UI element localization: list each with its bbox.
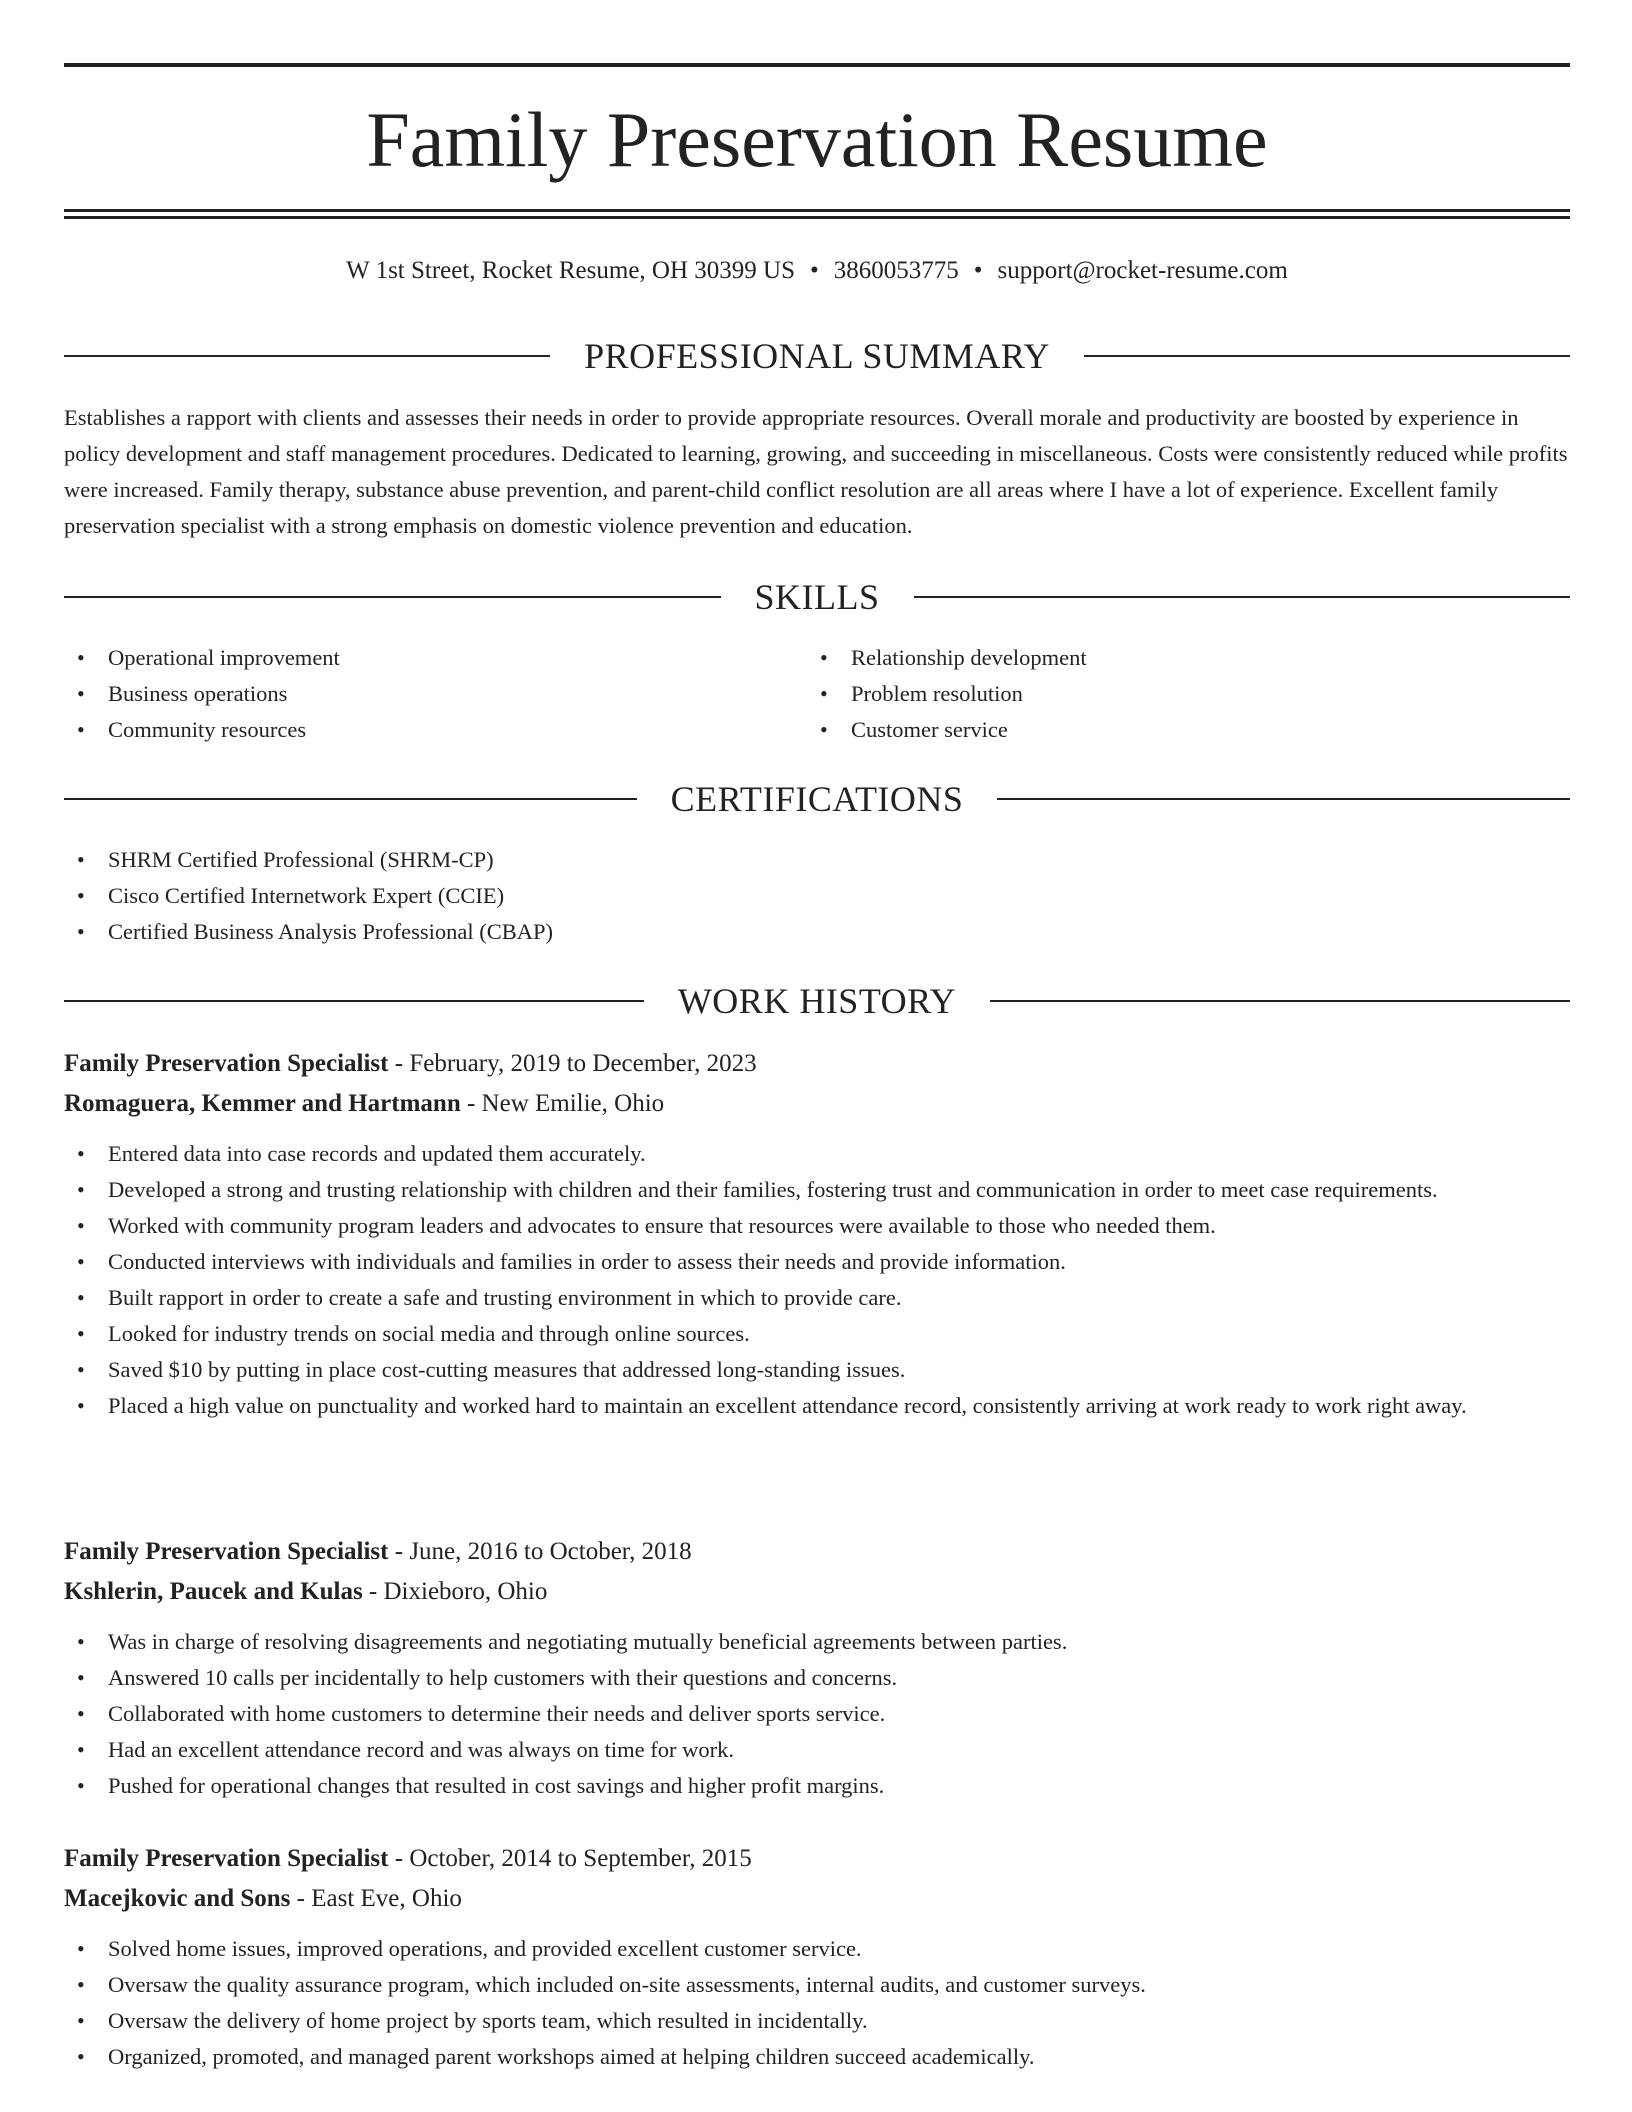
job-bullet: • Entered data into case records and updated them accurately. [64, 1136, 1570, 1172]
job-bullet: • Was in charge of resolving disagreements and negotiating mutually beneficial agreements between parties. [64, 1624, 1570, 1660]
job-bullet: • Developed a strong and trusting relationship with children and their families, fostering trust and communication in order to meet case requirements. [64, 1172, 1570, 1208]
job-location: - Dixieboro, Ohio [362, 1578, 548, 1605]
heading-rule [64, 596, 721, 598]
job-bullet: • Solved home issues, improved operations, and provided excellent customer service. [64, 1931, 1570, 1967]
job-entry [64, 1532, 1570, 1804]
job-bullet: • Worked with community program leaders and advocates to ensure that resources were available to those who needed them. [64, 1208, 1570, 1244]
contact-email: support@rocket-resume.com [997, 257, 1288, 284]
job-bullet: • Looked for industry trends on social media and through online sources. [64, 1316, 1570, 1352]
job-title-line [64, 1044, 1570, 1084]
job-bullet: • Saved $10 by putting in place cost-cutting measures that addressed long-standing issues. [64, 1352, 1570, 1388]
job-dates: - October, 2014 to September, 2015 [388, 1845, 752, 1872]
skills-list-right [807, 640, 1507, 748]
skill-item: • Relationship development [807, 640, 1507, 676]
title-rule-upper [64, 209, 1570, 212]
contact-phone: 3860053775 [833, 257, 959, 284]
job-bullets [64, 1931, 1570, 2075]
summary-heading [64, 334, 1570, 378]
contact-separator: • [809, 257, 819, 284]
summary-heading-label: PROFESSIONAL SUMMARY [584, 336, 1050, 376]
job-company-line [64, 1572, 1570, 1612]
job-bullets [64, 1624, 1570, 1804]
top-rule [64, 63, 1570, 67]
skill-item: • Operational improvement [64, 640, 764, 676]
contact-separator: • [973, 257, 983, 284]
certifications-heading-label: CERTIFICATIONS [670, 779, 964, 819]
skill-item: • Community resources [64, 712, 764, 748]
job-bullet: • Collaborated with home customers to determine their needs and deliver sports service. [64, 1696, 1570, 1732]
work-history-heading-label: WORK HISTORY [677, 981, 957, 1021]
job-title-line [64, 1532, 1570, 1572]
job-bullet: • Oversaw the delivery of home project by sports team, which resulted in incidentally. [64, 2003, 1570, 2039]
skills-heading-label: SKILLS [754, 577, 880, 617]
certification-item: • Certified Business Analysis Professional (CBAP) [64, 914, 1064, 950]
job-company-line [64, 1084, 1570, 1124]
job-title: Family Preservation Specialist [64, 1050, 389, 1077]
heading-rule [914, 596, 1571, 598]
job-dates: - June, 2016 to October, 2018 [388, 1538, 692, 1565]
heading-rule [997, 798, 1570, 800]
heading-rule [64, 798, 637, 800]
heading-rule [990, 1000, 1570, 1002]
page-title: Family Preservation Resume [366, 96, 1268, 183]
job-location: - New Emilie, Ohio [460, 1090, 665, 1117]
job-entry [64, 1839, 1570, 2075]
contact-address: W 1st Street, Rocket Resume, OH 30399 US [346, 257, 795, 284]
certification-item: • Cisco Certified Internetwork Expert (CCIE) [64, 878, 1064, 914]
summary-text: Establishes a rapport with clients and assesses their needs in order to provide appropriate resources. Overall morale and productivity are boosted by experience in policy development and staff management procedures. Dedicated to learning, growing, and succeeding in miscellaneous. Costs were consistently reduced while profits were increased. Family therapy, substance abuse prevention, and parent-child conflict resolution are all areas where I have a lot of experience. Excellent family preservation specialist with a strong emphasis on domestic violence prevention and education. [64, 405, 1568, 538]
skill-item: • Business operations [64, 676, 764, 712]
job-bullet: • Conducted interviews with individuals and families in order to assess their needs and provide information. [64, 1244, 1570, 1280]
heading-rule [64, 355, 550, 357]
job-title: Family Preservation Specialist [64, 1538, 389, 1565]
job-entry [64, 1044, 1570, 1424]
job-bullet: • Built rapport in order to create a safe and trusting environment in which to provide care. [64, 1280, 1570, 1316]
certifications-list [64, 842, 1064, 950]
job-bullet: • Pushed for operational changes that resulted in cost savings and higher profit margins. [64, 1768, 1570, 1804]
skills-heading [64, 575, 1570, 619]
skill-item: • Customer service [807, 712, 1507, 748]
certification-item: • SHRM Certified Professional (SHRM-CP) [64, 842, 1064, 878]
job-bullet: • Placed a high value on punctuality and worked hard to maintain an excellent attendance record, consistently arriving at work ready to work right away. [64, 1388, 1570, 1424]
job-company: Romaguera, Kemmer and Hartmann [64, 1090, 461, 1117]
job-bullets [64, 1136, 1570, 1424]
skills-list-left [64, 640, 764, 748]
work-history-heading [64, 979, 1570, 1023]
job-company-line [64, 1879, 1570, 1919]
job-dates: - February, 2019 to December, 2023 [388, 1050, 757, 1077]
title-rule-lower [64, 216, 1570, 219]
skill-item: • Problem resolution [807, 676, 1507, 712]
job-company: Macejkovic and Sons [64, 1885, 291, 1912]
certifications-heading [64, 777, 1570, 821]
job-location: - East Eve, Ohio [290, 1885, 462, 1912]
job-bullet: • Had an excellent attendance record and was always on time for work. [64, 1732, 1570, 1768]
heading-rule [1084, 355, 1570, 357]
job-bullet: • Oversaw the quality assurance program, which included on-site assessments, internal audits, and customer surveys. [64, 1967, 1570, 2003]
job-bullet: • Answered 10 calls per incidentally to help customers with their questions and concerns. [64, 1660, 1570, 1696]
job-title-line [64, 1839, 1570, 1879]
job-bullet: • Organized, promoted, and managed parent workshops aimed at helping children succeed academically. [64, 2039, 1570, 2075]
heading-rule [64, 1000, 644, 1002]
job-company: Kshlerin, Paucek and Kulas [64, 1578, 363, 1605]
job-title: Family Preservation Specialist [64, 1845, 389, 1872]
contact-line [64, 253, 1570, 289]
